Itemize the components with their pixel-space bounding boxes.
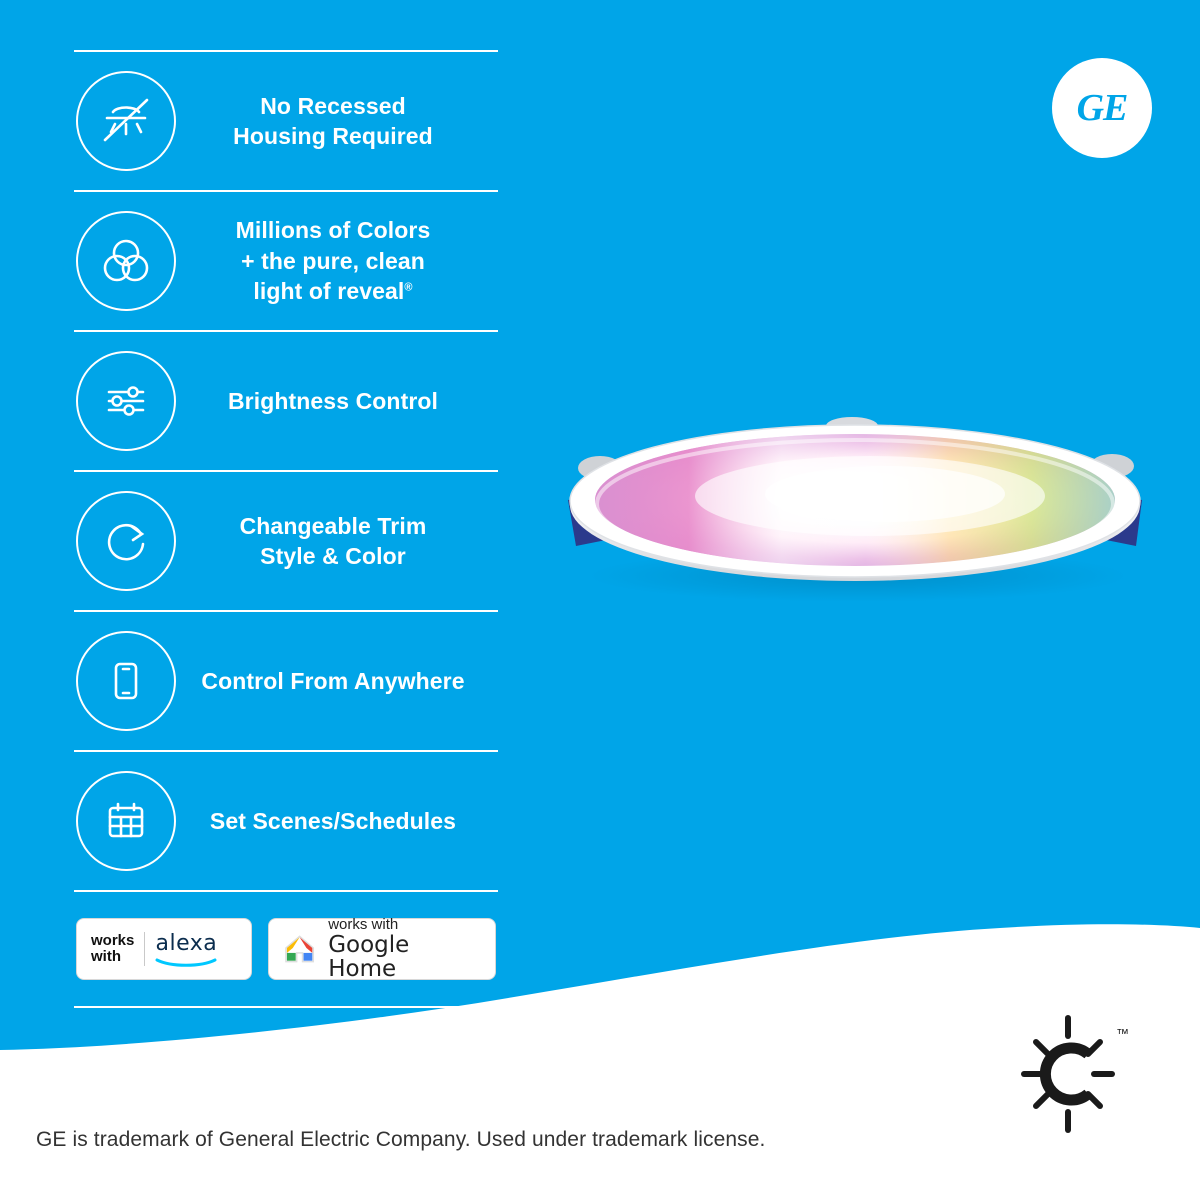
ge-monogram: GE	[1076, 87, 1128, 129]
feature-item-brightness-control	[74, 332, 498, 470]
alexa-wordmark	[155, 931, 217, 967]
feature-item-no-recessed-housing	[74, 52, 498, 190]
feature-item-set-scenes-schedules	[74, 752, 498, 890]
feature-label: No Recessed Housing Required	[233, 92, 433, 149]
smartphone-icon	[76, 631, 176, 731]
feature-list	[74, 50, 498, 1008]
feature-label: Control From Anywhere	[201, 667, 465, 694]
product-image-recessed-downlight	[540, 400, 1170, 620]
feature-label: Brightness Control	[227, 387, 439, 414]
ge-logo	[1052, 58, 1152, 158]
divider	[74, 1006, 498, 1008]
feature-item-millions-of-colors	[74, 192, 498, 330]
google-home-text	[328, 917, 481, 981]
alexa-smile-icon	[155, 958, 217, 967]
no-recessed-housing-icon	[76, 71, 176, 171]
google-works-with-text: works with	[328, 915, 399, 933]
alexa-works-with-text: works with	[91, 931, 135, 965]
badge-divider	[144, 932, 145, 966]
feature-label: Changeable Trim Style & Color	[239, 512, 427, 569]
google-home-wordmark: Google Home	[328, 931, 410, 982]
footer-legal-text: GE is trademark of General Electric Company. Used under trademark license.	[36, 1128, 766, 1151]
registered-mark: ®	[404, 281, 413, 294]
compatibility-badges	[74, 892, 498, 1006]
works-with-alexa-badge	[76, 918, 252, 980]
google-home-icon	[283, 932, 316, 966]
feature-item-changeable-trim	[74, 472, 498, 610]
cync-trademark: ™	[1116, 1026, 1129, 1041]
calendar-icon	[76, 771, 176, 871]
alexa-wordmark-text: alexa	[155, 931, 218, 956]
circular-arrows-icon	[76, 491, 176, 591]
feature-label: Set Scenes/Schedules	[209, 807, 457, 834]
sliders-icon	[76, 351, 176, 451]
color-circles-icon	[76, 211, 176, 311]
feature-item-control-from-anywhere	[74, 612, 498, 750]
feature-label: Millions of Colors + the pure, clean light of reveal®	[235, 217, 431, 305]
works-with-google-home-badge	[268, 915, 496, 982]
cync-logo	[1004, 1010, 1132, 1138]
